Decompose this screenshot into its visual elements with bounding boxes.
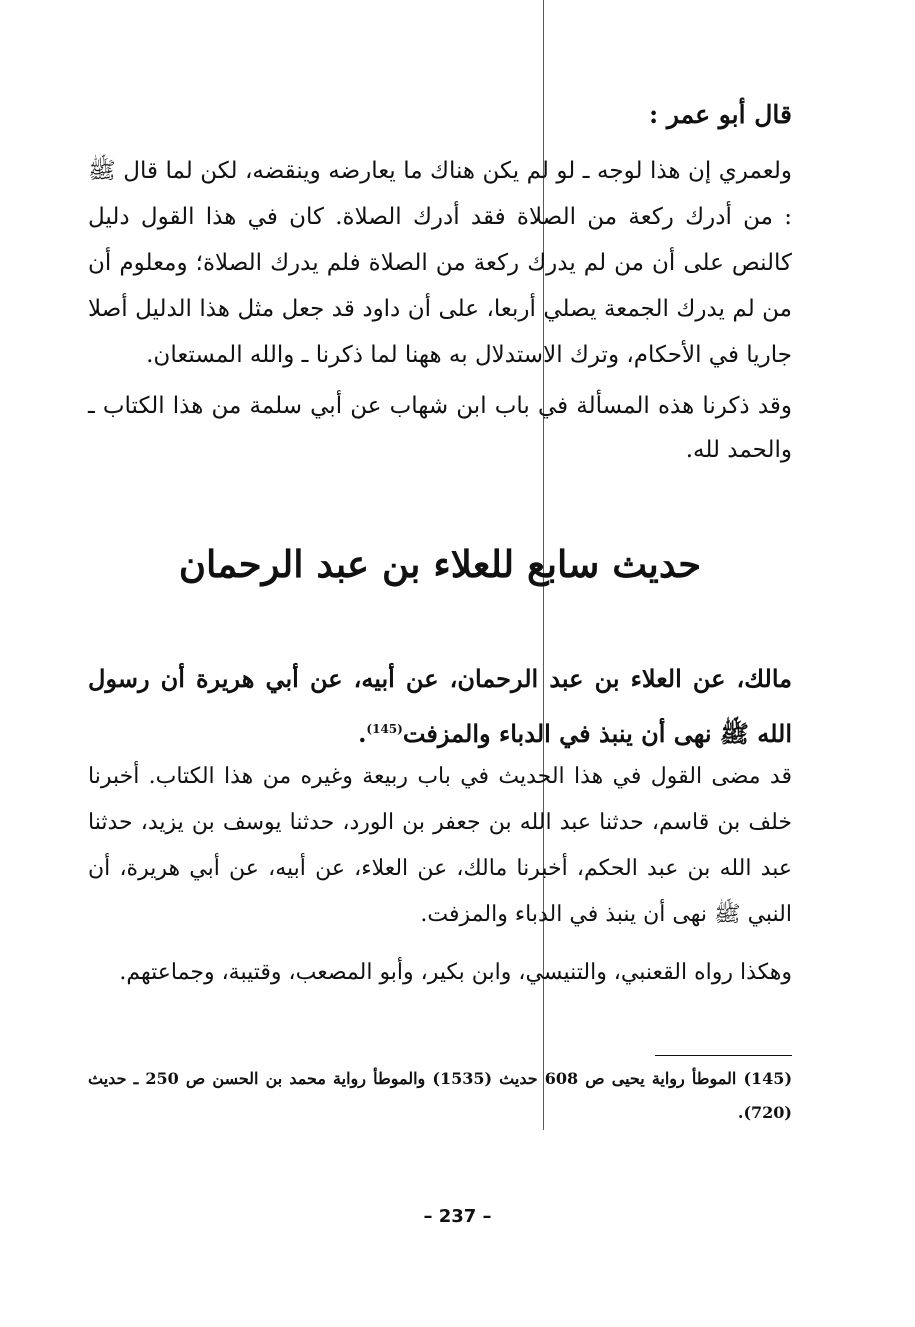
- page-number: – 237 –: [423, 1206, 492, 1227]
- author-line: قال أبو عمر :: [648, 100, 792, 129]
- footnote-separator: [655, 1055, 792, 1056]
- footnote: (145) الموطأ رواية يحيى ص 608 حديث (1535) والموطأ رواية محمد بن الحسن ص 250 ـ حديث (720).: [88, 1069, 793, 1122]
- hadith-end: .: [358, 719, 367, 748]
- paragraph-reference: وقد ذكرنا هذه المسألة في باب ابن شهاب عن أبي سلمة من هذا الكتاب ـ والحمد لله.: [88, 393, 792, 463]
- paragraph-commentary: ولعمري إن هذا لوجه ـ لو لم يكن هناك ما يعارضه وينقضه، لكن لما قال ﷺ : من أدرك ركعة من الصلاة فقد أدرك الصلاة. كان في هذا القول دليل كالنص على أن من لم يدرك ركعة من الصلاة فلم يدرك الصلاة؛ ومعلوم أن من لم يدرك الجمعة يصلي أربعا، على أن داود قد جعل مثل هذا الدليل أصلا جاريا في الأحكام، وترك الاستدلال به ههنا لما ذكرنا ـ والله المستعان.: [88, 158, 792, 368]
- paragraph-chain: قد مضى القول في هذا الحديث في باب ربيعة وغيره من هذا الكتاب. أخبرنا خلف بن قاسم، حدثنا عبد الله بن جعفر بن الورد، حدثنا يوسف بن يزيد، حدثنا عبد الله بن عبد الحكم، أخبرنا مالك، عن العلاء، عن أبيه، عن أبي هريرة، أن النبي ﷺ نهى أن ينبذ في الدباء والمزفت.: [88, 764, 792, 927]
- section-heading: حديث سابع للعلاء بن عبد الرحمان: [178, 542, 702, 586]
- footnote-marker: (145): [366, 722, 403, 736]
- hadith-text: [88, 654, 792, 759]
- hadith-body: مالك، عن العلاء بن عبد الرحمان، عن أبيه، عن أبي هريرة أن رسول الله ﷺ نهى أن ينبذ في الدباء والمزفت: [88, 664, 792, 748]
- paragraph-narrators: وهكذا رواه القعنبي، والتنيسي، وابن بكير، وأبو المصعب، وقتيبة، وجماعتهم.: [119, 960, 792, 985]
